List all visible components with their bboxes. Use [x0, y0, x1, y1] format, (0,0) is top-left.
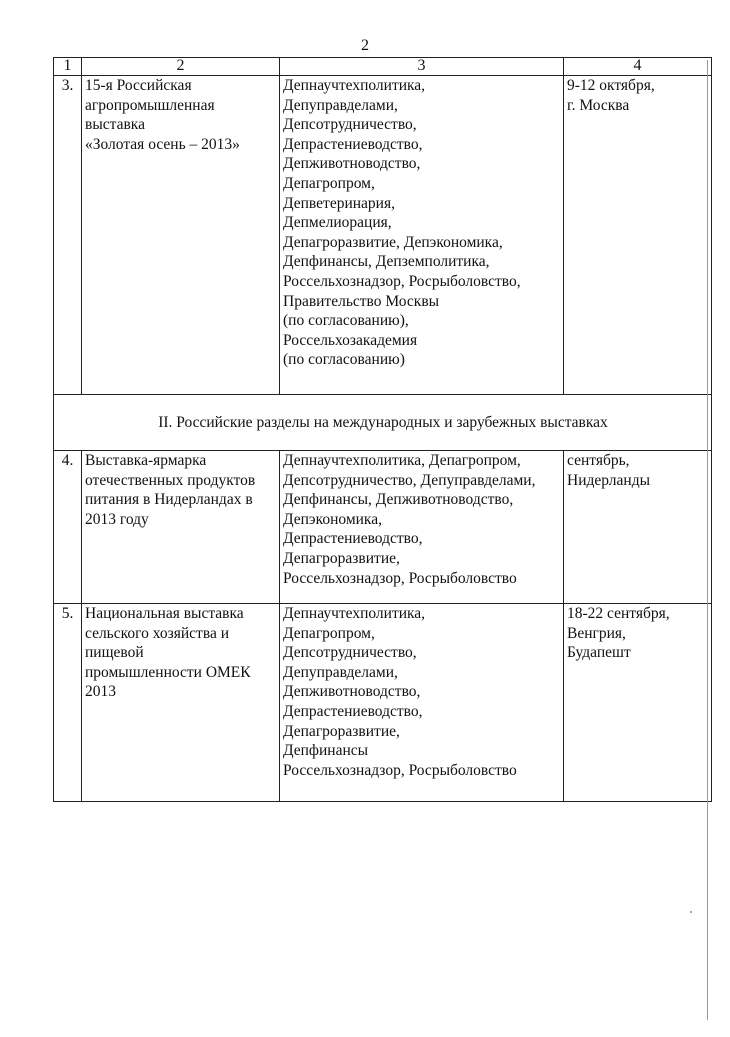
date-place-cell: [564, 76, 712, 395]
department-line: Депсотрудничество, Депуправделами,: [283, 471, 536, 489]
department-line: Депфинансы, Депземполитика,: [283, 253, 490, 271]
department-line: Депэкономика,: [283, 510, 382, 528]
date-line: 18-22 сентября,: [567, 605, 670, 622]
place-line: Будапешт: [567, 644, 631, 662]
event-line: питания в Нидерландах в: [85, 491, 253, 509]
department-line: Депживотноводство,: [283, 683, 421, 701]
exhibitions-table: [53, 57, 712, 802]
page-number: 2: [361, 37, 369, 54]
department-line: Депфинансы, Депживотноводство,: [283, 491, 514, 509]
department-line: Депнаучтехполитика,: [283, 605, 426, 622]
section-title: II. Российские разделы на международных и зарубежных выставках: [54, 395, 712, 451]
department-line: Россельхозакадемия: [283, 331, 418, 349]
department-line: (по согласованию): [283, 351, 405, 369]
section-header-row: [54, 395, 712, 451]
event-line: пищевой: [85, 644, 144, 662]
department-line: Депмелиорация,: [283, 214, 392, 232]
departments-cell: [280, 76, 564, 395]
department-line: Депагропром,: [283, 624, 375, 642]
place-line: г. Москва: [567, 96, 630, 114]
place-line: Венгрия,: [567, 624, 626, 642]
column-header-4: 4: [564, 58, 712, 76]
department-line: Депагроразвитие,: [283, 549, 400, 567]
department-line: Депфинансы: [283, 742, 369, 760]
event-line: выставка: [85, 116, 145, 134]
department-line: (по согласованию),: [283, 312, 409, 330]
row-number: 4.: [54, 451, 82, 604]
department-line: Депнаучтехполитика,: [283, 77, 426, 94]
event-name-cell: [82, 451, 280, 604]
event-line: 2013 году: [85, 510, 149, 528]
department-line: Депветеринария,: [283, 194, 395, 212]
department-line: Депагропром,: [283, 174, 375, 192]
date-line: 9-12 октября,: [567, 77, 655, 94]
department-line: Депрастениеводство,: [283, 135, 423, 153]
date-line: сентябрь,: [567, 452, 630, 469]
event-line: отечественных продуктов: [85, 471, 256, 489]
column-header-2: 2: [82, 58, 280, 76]
table-row: [54, 604, 712, 802]
date-place-cell: [564, 451, 712, 604]
table-header-row: [54, 58, 712, 76]
department-line: Россельхознадзор, Росрыболовство: [283, 569, 517, 587]
department-line: Депнаучтехполитика, Депагропром,: [283, 452, 521, 469]
place-line: Нидерланды: [567, 471, 651, 489]
event-line: Национальная выставка: [85, 605, 244, 622]
event-name-cell: [82, 76, 280, 395]
department-line: Депагроразвитие, Депэкономика,: [283, 233, 503, 251]
department-line: Россельхознадзор, Росрыболовство: [283, 761, 517, 779]
department-line: Депсотрудничество,: [283, 644, 417, 662]
row-number: 5.: [54, 604, 82, 802]
table-row: [54, 451, 712, 604]
scan-artifact-line: [707, 60, 708, 1020]
column-header-3: 3: [280, 58, 564, 76]
event-line: «Золотая осень – 2013»: [85, 135, 240, 153]
department-line: Россельхознадзор, Росрыболовство,: [283, 272, 521, 290]
column-header-1: 1: [54, 58, 82, 76]
row-number: 3.: [54, 76, 82, 395]
department-line: Депрастениеводство,: [283, 530, 423, 548]
department-line: Депживотноводство,: [283, 155, 421, 173]
event-line: сельского хозяйства и: [85, 624, 229, 642]
event-line: 15-я Российская: [85, 77, 192, 94]
event-line: Выставка-ярмарка: [85, 452, 207, 469]
department-line: Правительство Москвы: [283, 292, 440, 310]
scan-artifact-dot: [690, 911, 692, 913]
departments-cell: [280, 451, 564, 604]
table-row: [54, 76, 712, 395]
event-line: агропромышленная: [85, 96, 215, 114]
date-place-cell: [564, 604, 712, 802]
event-line: 2013: [85, 683, 116, 701]
department-line: Депрастениеводство,: [283, 702, 423, 720]
department-line: Депуправделами,: [283, 96, 398, 114]
event-line: промышленности ОМЕК: [85, 663, 251, 681]
departments-cell: [280, 604, 564, 802]
department-line: Депсотрудничество,: [283, 116, 417, 134]
event-name-cell: [82, 604, 280, 802]
department-line: Депагроразвитие,: [283, 722, 400, 740]
department-line: Депуправделами,: [283, 663, 398, 681]
